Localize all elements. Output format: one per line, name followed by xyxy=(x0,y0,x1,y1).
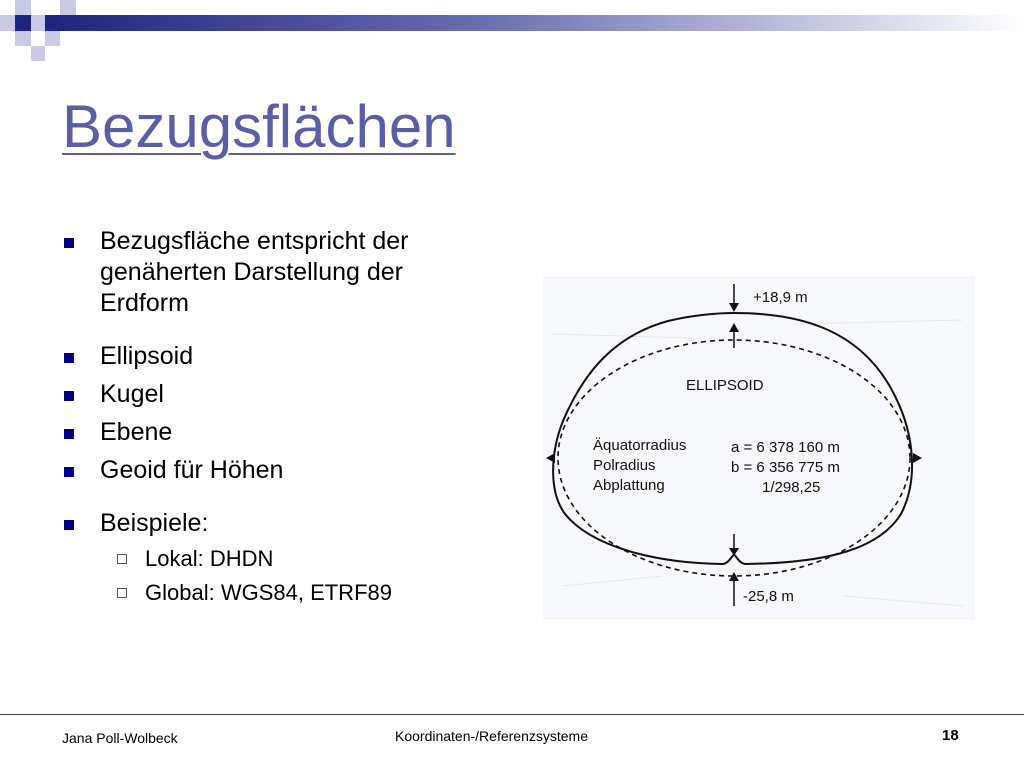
bullet-text: Geoid für Höhen xyxy=(100,456,284,484)
square-bullet-icon xyxy=(64,467,74,477)
square-bullet-icon xyxy=(64,391,74,401)
bullet-item xyxy=(62,379,472,410)
parameter-value: a = 6 378 160 m xyxy=(731,439,840,456)
footer-divider xyxy=(0,714,1024,715)
bullet-item xyxy=(62,455,472,486)
header-decoration xyxy=(0,0,1024,62)
parameter-name: Polradius xyxy=(593,457,656,474)
square-bullet-icon xyxy=(64,353,74,363)
bullet-item xyxy=(62,417,472,448)
parameter-name: Abplattung xyxy=(593,477,665,494)
parameter-name: Äquatorradius xyxy=(593,437,687,454)
bullet-item xyxy=(62,226,472,319)
sub-bullet-text: Global: WGS84, ETRF89 xyxy=(145,580,392,605)
bullet-text: Ebene xyxy=(100,418,173,446)
bullet-item xyxy=(62,341,472,372)
slide-title: Bezugsflächen xyxy=(62,93,456,160)
footer-topic: Koordinaten-/Referenzsysteme xyxy=(395,728,588,744)
parameter-value: 1/298,25 xyxy=(762,479,821,496)
page-number: 18 xyxy=(942,727,959,744)
bullet-text: Beispiele: xyxy=(100,509,209,537)
bullet-text: Kugel xyxy=(100,380,164,408)
sub-bullet-item xyxy=(62,579,472,607)
ellipsoid-label: ELLIPSOID xyxy=(686,377,764,394)
square-bullet-icon xyxy=(64,238,74,248)
footer-author: Jana Poll-Wolbeck xyxy=(62,730,178,746)
bullet-text: Bezugsfläche entspricht der genäherten Darstellung der Erdform xyxy=(100,227,409,317)
geoid-height-top-label: +18,9 m xyxy=(753,289,808,306)
square-bullet-icon xyxy=(64,520,74,530)
hollow-square-bullet-icon xyxy=(117,588,127,598)
sub-bullet-item xyxy=(62,545,472,573)
bullet-text: Ellipsoid xyxy=(100,342,194,370)
parameter-value: b = 6 356 775 m xyxy=(731,459,840,476)
square-bullet-icon xyxy=(64,429,74,439)
geoid-ellipsoid-figure xyxy=(543,276,975,620)
bullet-item xyxy=(62,508,472,539)
geoid-height-bottom-label: -25,8 m xyxy=(743,588,794,605)
bullet-list xyxy=(62,226,472,607)
hollow-square-bullet-icon xyxy=(117,554,127,564)
sub-bullet-text: Lokal: DHDN xyxy=(145,546,274,571)
